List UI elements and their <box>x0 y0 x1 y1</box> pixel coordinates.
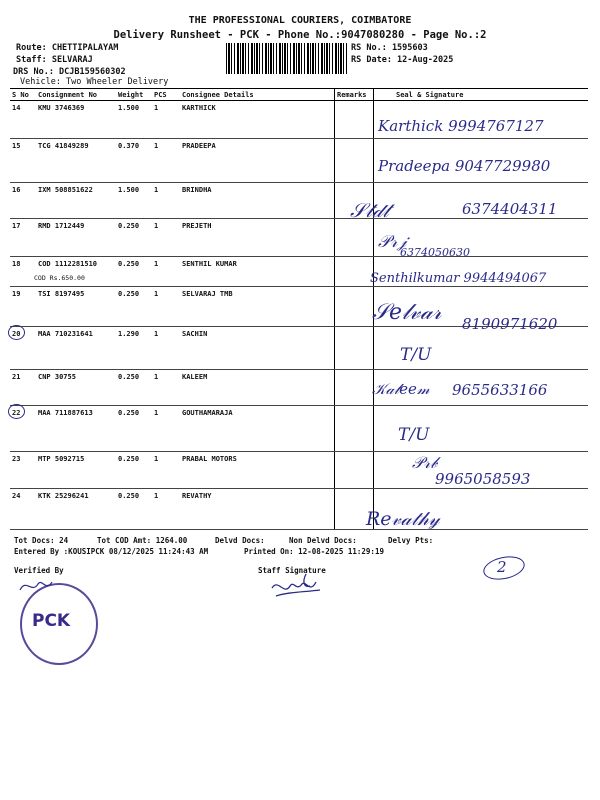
cell-sno: 22 <box>10 406 36 452</box>
pck-stamp-text: PCK <box>32 611 71 631</box>
rs-date: RS Date: 12-Aug-2025 <box>351 55 454 65</box>
cell-consignee: SACHIN <box>180 327 335 370</box>
cell-consignment: TSI 8197495 <box>36 287 116 327</box>
staff: Staff: SELVARAJ <box>16 55 93 65</box>
cell-consignment: IXM 508851622 <box>36 183 116 219</box>
cell-sno: 14 <box>10 101 36 139</box>
col-weight: Weight <box>116 89 152 101</box>
cell-remarks <box>335 139 374 183</box>
non-delivered-docs: Non Delvd Docs: <box>289 536 357 545</box>
cell-consignment: KMU 3746369 <box>36 101 116 139</box>
cell-weight: 0.250 <box>116 287 152 327</box>
signature-row-22: T/U <box>398 425 430 445</box>
cell-consignee: KALEEM <box>180 370 335 406</box>
cell-weight: 0.370 <box>116 139 152 183</box>
col-sno: S No <box>10 89 36 101</box>
cell-consignee: PRABAL MOTORS <box>180 452 335 489</box>
total-cod-amount: Tot COD Amt: 1264.00 <box>97 536 188 545</box>
cell-weight: 0.250 <box>116 219 152 257</box>
cell-pcs: 1 <box>152 139 180 183</box>
signature-row-15: Pradeepa 9047729980 <box>378 157 551 175</box>
signature-row-19: 8190971620 <box>462 315 558 333</box>
delivered-docs: Delvd Docs: <box>215 536 265 545</box>
cell-consignee: PREJETH <box>180 219 335 257</box>
cell-consignment: MAA 711887613 <box>36 406 116 452</box>
cell-pcs: 1 <box>152 183 180 219</box>
table-row <box>10 489 588 530</box>
cell-pcs: 1 <box>152 489 180 530</box>
squiggle-row-17: 𝒫𝓇𝒿 <box>378 232 407 252</box>
cell-weight: 0.250 <box>116 370 152 406</box>
cell-weight: 1.500 <box>116 101 152 139</box>
printed-on: Printed On: 12-08-2025 11:29:19 <box>244 547 384 556</box>
handwritten-circle-mark <box>8 325 25 340</box>
cell-remarks <box>335 406 374 452</box>
col-remarks: Remarks <box>335 89 374 101</box>
cell-consignee: BRINDHA <box>180 183 335 219</box>
cell-sno: 21 <box>10 370 36 406</box>
squiggle-row-19: 𝒮𝑒𝓁𝓋𝒶𝓇 <box>372 300 442 325</box>
cell-consignee: GOUTHAMARAJA <box>180 406 335 452</box>
cell-sno: 17 <box>10 219 36 257</box>
cell-sno: 19 <box>10 287 36 327</box>
cell-sno: 24 <box>10 489 36 530</box>
cell-consignment: CNP 30755 <box>36 370 116 406</box>
col-signature: Seal & Signature <box>374 89 589 101</box>
signature-row-16: 6374404311 <box>462 200 558 218</box>
page-title: THE PROFESSIONAL COURIERS, COIMBATORE <box>188 15 412 26</box>
drs-number: DRS No.: DCJB159560302 <box>13 67 126 77</box>
runsheet-table <box>10 88 588 530</box>
handwritten-circle-mark <box>8 404 25 419</box>
page-subtitle: Delivery Runsheet - PCK - Phone No.:9047080280 - Page No.:2 <box>113 29 487 41</box>
verified-by-label: Verified By <box>14 566 64 575</box>
signature-row-20: T/U <box>400 345 432 365</box>
cell-consignment: RMD 1712449 <box>36 219 116 257</box>
handwritten-page-number: 2 <box>497 558 507 576</box>
cell-remarks <box>335 370 374 406</box>
cell-consignment: MAA 710231641 <box>36 327 116 370</box>
verifier-signature <box>16 572 66 598</box>
cell-consignee: SELVARAJ TMB <box>180 287 335 327</box>
cell-pcs: 1 <box>152 452 180 489</box>
cell-pcs: 1 <box>152 370 180 406</box>
signature-row-17: 6374050630 <box>400 246 470 259</box>
cell-consignee: SENTHIL KUMAR <box>180 257 335 287</box>
cell-sno: 15 <box>10 139 36 183</box>
col-pcs: PCS <box>152 89 180 101</box>
cell-sno: 23 <box>10 452 36 489</box>
signature-row-23: 9965058593 <box>435 470 531 488</box>
cell-weight: 0.250 <box>116 452 152 489</box>
delivery-points: Delvy Pts: <box>388 536 434 545</box>
staff-signature <box>266 570 326 604</box>
squiggle-row-23: 𝒫𝓇𝒷 <box>412 453 438 472</box>
cod-amount: COD Rs.650.00 <box>34 274 85 282</box>
cell-consignment: TCG 41849289 <box>36 139 116 183</box>
total-docs: Tot Docs: 24 <box>14 536 69 545</box>
cell-pcs: 1 <box>152 219 180 257</box>
signature-row-14: Karthick 9994767127 <box>378 117 544 135</box>
cell-sno: 16 <box>10 183 36 219</box>
cell-remarks <box>335 452 374 489</box>
vehicle: Vehicle: Two Wheeler Delivery <box>20 77 169 87</box>
cell-pcs: 1 <box>152 327 180 370</box>
cell-remarks <box>335 219 374 257</box>
cell-pcs: 1 <box>152 257 180 287</box>
cell-weight: 0.250 <box>116 257 152 287</box>
cell-remarks <box>335 287 374 327</box>
barcode <box>226 43 347 74</box>
cell-consignment: KTK 25296241 <box>36 489 116 530</box>
cell-consignee: PRADEEPA <box>180 139 335 183</box>
entered-by: Entered By :KOUSIPCK 08/12/2025 11:24:43 AM <box>14 547 209 556</box>
cell-weight: 0.250 <box>116 406 152 452</box>
cell-pcs: 1 <box>152 101 180 139</box>
cell-pcs: 1 <box>152 406 180 452</box>
cell-consignment: MTP 5092715 <box>36 452 116 489</box>
cell-consignee: KARTHICK <box>180 101 335 139</box>
route: Route: CHETTIPALAYAM <box>16 43 119 53</box>
cell-sno: 20 <box>10 327 36 370</box>
signature-row-21: 9655633166 <box>452 381 548 399</box>
staff-signature-label: Staff Signature <box>258 566 326 575</box>
squiggle-row-16: 𝒮𝓉𝒹𝓉 <box>350 198 390 222</box>
table-row <box>10 406 588 452</box>
cell-consignment: COD 1112281510 COD Rs.650.00 <box>36 257 116 287</box>
signature-row-18: Senthilkumar 9944494067 <box>370 271 547 286</box>
cell-weight: 1.290 <box>116 327 152 370</box>
cell-pcs: 1 <box>152 287 180 327</box>
cell-sno: 18 <box>10 257 36 287</box>
table-header <box>10 89 588 101</box>
cell-remarks <box>335 327 374 370</box>
col-consignment: Consignment No <box>36 89 116 101</box>
col-consignee: Consignee Details <box>180 89 335 101</box>
cell-remarks <box>335 101 374 139</box>
squiggle-row-21: 𝒦𝒶𝓁𝑒𝑒𝓂 <box>372 380 430 398</box>
cell-remarks <box>335 257 374 287</box>
table-row <box>10 219 588 257</box>
cell-consignee: REVATHY <box>180 489 335 530</box>
cell-weight: 1.500 <box>116 183 152 219</box>
squiggle-row-24: 𝑅𝑒𝓋𝒶𝓉𝒽𝓎 <box>366 508 440 530</box>
cell-weight: 0.250 <box>116 489 152 530</box>
rs-number: RS No.: 1595603 <box>351 43 428 53</box>
